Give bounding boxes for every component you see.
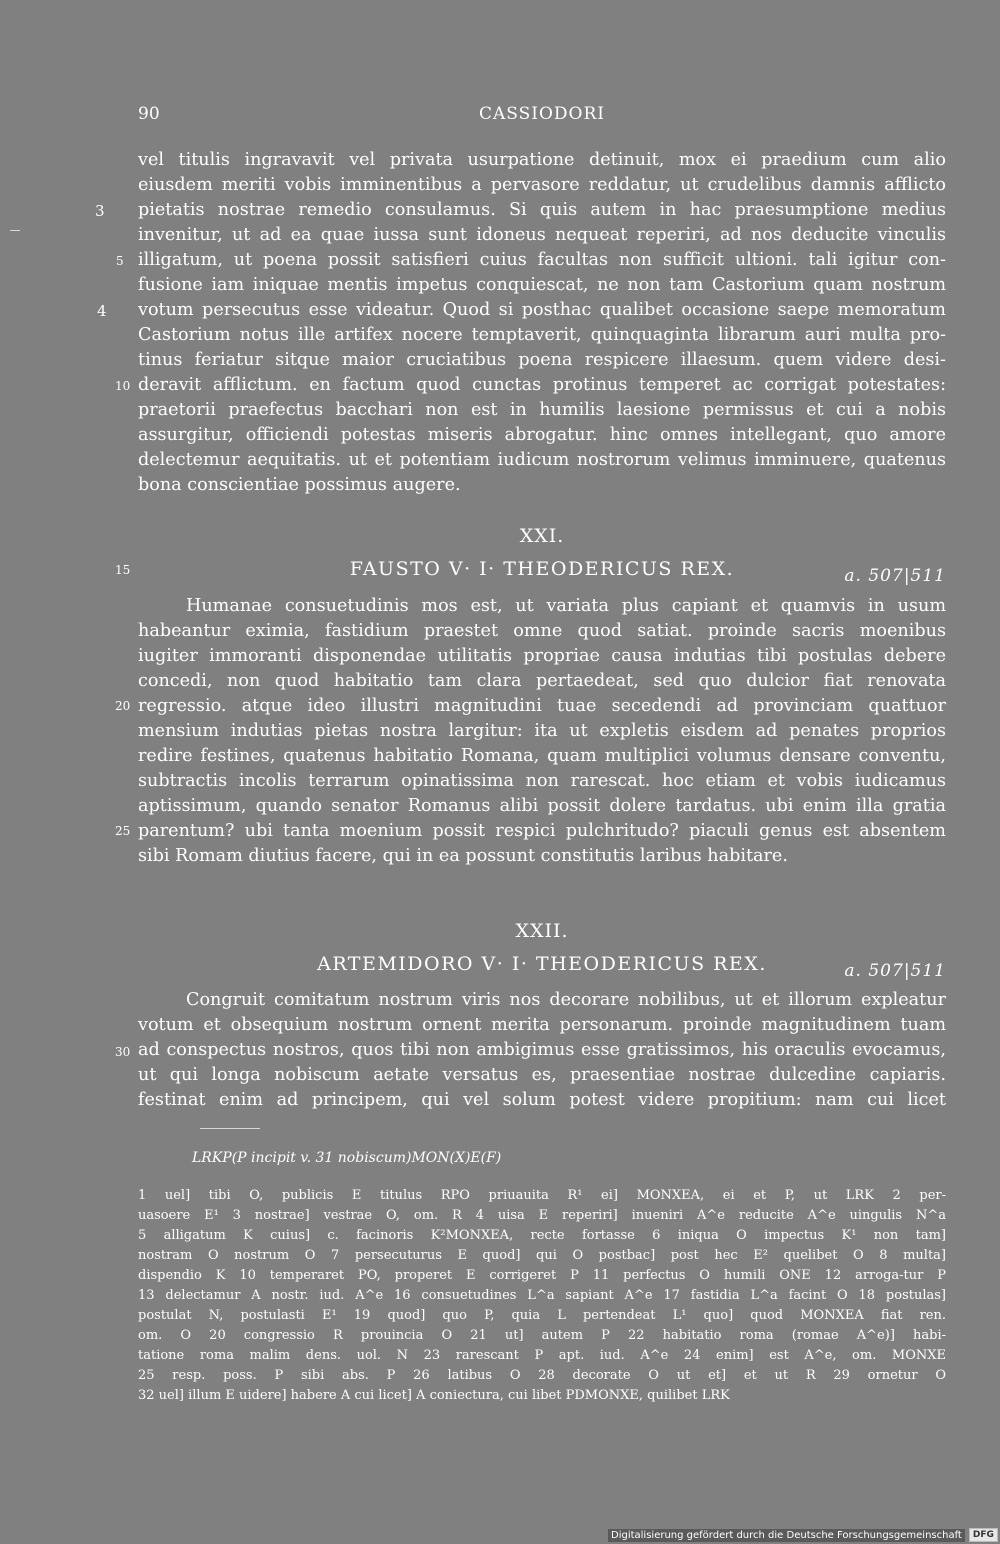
letter-heading: [138, 558, 946, 588]
text-line: assurgitur, officiendi potestas miseris abrogatur. hinc omnes intellegant, quo amore: [138, 425, 946, 445]
text-line: invenitur, ut ad ea quae iussa sunt idoneus nequeat reperiri, ad nos deducite vinculis: [138, 225, 946, 245]
text-line: sibi Romam diutius facere, qui in ea possunt constitutis laribus habitare.: [138, 846, 788, 866]
text-line: festinat enim ad principem, qui vel solum potest videre propitium: nam cui licet: [138, 1090, 946, 1110]
text-line: parentum? ubi tanta moenium possit respici pulchritudo? piaculi genus est absentem: [138, 821, 946, 841]
text-line: ut qui longa nobiscum aetate versatus es, praesentiae nostrae dulcedine capiaris.: [138, 1065, 946, 1085]
margin-number: 15: [115, 563, 131, 577]
text-line: Humanae consuetudinis mos est, ut variata plus capiant et quamvis in usum: [186, 596, 946, 616]
apparatus-line: postulat N, postulasti E¹ 19 quod] quo P, quia L pertendeat L¹ quo] quod MONXEA fiat ren.: [138, 1308, 946, 1323]
book-title: CASSIODORI: [478, 104, 605, 124]
text-line: tinus feriatur sitque maior cruciatibus poena respicere illaesum. quem videre desi-: [138, 350, 946, 370]
text-line: redire festines, quatenus habitatio Romana, quam multiplici volumus densare conventu,: [138, 746, 946, 766]
text-line: vel titulis ingravavit vel privata usurpatione detinuit, mox ei praedium cum alio: [138, 150, 946, 170]
margin-number: 5: [116, 254, 124, 268]
apparatus-line: 5 alligatum K cuius] c. facinoris K²MONXEA, recte fortasse 6 iniqua O impectus K¹ non tam]: [138, 1228, 946, 1243]
margin-number: 30: [115, 1045, 131, 1059]
text-line: concedi, non quod habitatio tam clara pertaedeat, sed quo dulcior fiat renovata: [138, 671, 946, 691]
margin-number: 4: [97, 302, 107, 320]
text-line: regressio. atque ideo illustri magnitudini tuae secedendi ad provinciam quattuor: [138, 696, 946, 716]
text-line: habeantur eximia, fastidium praestet omne quod satiat. proinde sacris moenibus: [138, 621, 946, 641]
page-number: 90: [138, 104, 160, 124]
text-line: iugiter immoranti disponendae utilitatis propriae causa indutias tibi postulas debere: [138, 646, 946, 666]
letter-date: a. 507|511: [844, 566, 946, 586]
margin-number: 10: [115, 379, 131, 393]
text-line: delectemur aequitatis. ut et potentiam iudicum nostrorum velimus imminuere, quatenus: [138, 450, 946, 470]
apparatus-line: 25 resp. poss. P sibi abs. P 26 latibus O 28 decorate O ut et] et ut R 29 ornetur O: [138, 1368, 946, 1383]
margin-number: 3: [95, 202, 105, 220]
text-line: pietatis nostrae remedio consulamus. Si quis autem in hac praesumptione medius: [138, 200, 946, 220]
dfg-logo-icon: DFG: [969, 1528, 998, 1542]
apparatus-line: uasoere E¹ 3 nostrae] vestrae O, om. R 4 uisa E reperiri] inueniri A^e reducite A^e uingulis N^a: [138, 1208, 946, 1223]
apparatus-line: 13 delectamur A nostr. iud. A^e 16 consuetudines L^a sapiant A^e 17 fastidia L^a facint O 18 postulas]: [138, 1288, 946, 1303]
letter-date: a. 507|511: [844, 961, 946, 981]
apparatus-line: dispendio K 10 temperaret PO, properet E corrigeret P 11 perfectus O humili ONE 12 arroga-tur P: [138, 1268, 946, 1283]
letter-addressee: FAUSTO V· I· THEODERICUS REX.: [349, 558, 735, 580]
apparatus-line: nostram O nostrum O 7 persecuturus E quod] qui O postbac] post hec E² quelibet O 8 multa]: [138, 1248, 946, 1263]
text-line: votum persecutus esse videatur. Quod si posthac qualibet occasione saepe memoratum: [138, 300, 946, 320]
text-line: subtractis incolis terrarum opinatissima non rarescat. hoc etiam et vobis iudicamus: [138, 771, 946, 791]
apparatus-line: tatione roma malim dens. uol. N 23 rarescant P apt. iud. A^e 24 enim] est A^e, om. MONXE: [138, 1348, 946, 1363]
letter-heading: [138, 953, 946, 983]
letter-addressee: ARTEMIDORO V· I· THEODERICUS REX.: [317, 953, 767, 975]
text-line: praetorii praefectus bacchari non est in humilis laesione permissus et cui a nobis: [138, 400, 946, 420]
text-line: votum et obsequium nostrum ornent merita personarum. proinde magnitudinem tuam: [138, 1015, 946, 1035]
digitization-credit: Digitalisierung gefördert durch die Deutsche Forschungsgemeinschaft: [608, 1529, 965, 1542]
text-line: illigatum, ut poena possit satisfieri cuius facultas non sufficit ultioni. tali igitur con-: [138, 250, 946, 270]
running-head: [138, 104, 946, 128]
dfg-credit-bar: [608, 1527, 998, 1543]
text-line: fusione iam iniquae mentis impetus conquiescat, ne non tam Castorium quam nostrum: [138, 275, 946, 295]
margin-number: 20: [115, 699, 131, 713]
text-line: aptissimum, quando senator Romanus alibi possit dolere tardatus. ubi enim illa gratia: [138, 796, 946, 816]
text-line: mensium indutias pietas nostra largitur: ita ut expletis eisdem ad penates proprios: [138, 721, 946, 741]
apparatus-line: 32 uel] illum E uidere] habere A cui licet] A coniectura, cui libet PDMONXE, quilibet LRK: [138, 1388, 730, 1403]
letter-number: XXI.: [519, 525, 565, 547]
apparatus-line: 1 uel] tibi O, publicis E titulus RPO priuauita R¹ ei] MONXEA, ei et P, ut LRK 2 per-: [138, 1188, 946, 1203]
text-line: ad conspectus nostros, quos tibi non ambigimus esse gratissimos, his oraculis evocamus,: [138, 1040, 946, 1060]
scan-mark: [10, 230, 20, 231]
letter-number: XXII.: [515, 920, 569, 942]
text-line: deravit afflictum. en factum quod cunctas protinus temperet ac corrigat potestates:: [138, 375, 946, 395]
manuscript-sigla: LRKP(P incipit v. 31 nobiscum)MON(X)E(F): [192, 1150, 502, 1166]
text-line: bona conscientiae possimus augere.: [138, 475, 461, 495]
apparatus-line: om. O 20 congressio R prouincia O 21 ut] autem P 22 habitatio roma (romae A^e)] habi-: [138, 1328, 946, 1343]
text-line: eiusdem meriti vobis imminentibus a pervasore reddatur, ut crudelibus damnis afflicto: [138, 175, 946, 195]
text-line: Castorium notus ille artifex nocere temptaverit, quinquaginta librarum auri multa pro-: [138, 325, 946, 345]
text-line: Congruit comitatum nostrum viris nos decorare nobilibus, ut et illorum expleatur: [186, 990, 946, 1010]
margin-number: 25: [115, 824, 131, 838]
scan-mark: [200, 1128, 260, 1129]
